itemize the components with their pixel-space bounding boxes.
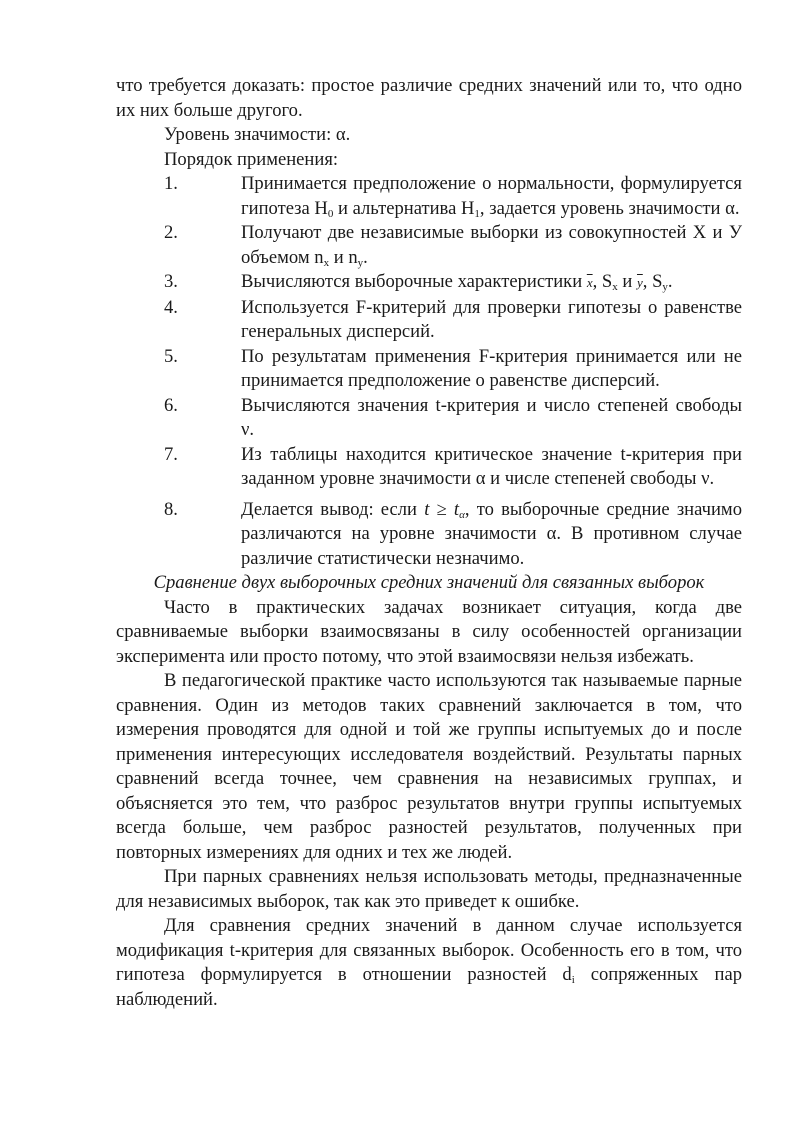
step-number: 6. — [164, 394, 178, 416]
step-number: 5. — [164, 345, 178, 367]
inequality-formula: t ≥ t — [424, 498, 460, 520]
significance-line: Уровень значимости: α. — [164, 124, 351, 145]
section-heading: Сравнение двух выборочных средних значений для связанных выборок — [153, 572, 705, 593]
paragraph-4: Для сравнения средних значений в данном случае используется модификация t-критерия для связанных выборок. Особенность его в том, что гипотеза формулируется в отношении разностей $d_i$ сопряженных пар наблюдений. — [116, 915, 742, 1010]
list-item: 1. Принимается предположение о нормальности, формулируется гипотеза $H_0$ и альтернатива $H_1$, задается уровень значимости α. — [164, 173, 742, 220]
step-number: 3. — [164, 271, 178, 292]
list-item: 4. Используется F-критерий для проверки гипотезы о равенстве генеральных дисперсий. — [164, 296, 742, 342]
document-page — [116, 74, 742, 1012]
x-mean-symbol: $\overline{x}$ — [586, 275, 593, 290]
paragraph-1: Часто в практических задачах возникает ситуация, когда две сравниваемые выборки взаимосвязаны в силу особенностей организации эксперимента или просто потому, что этой взаимосвязи нельзя избежать. — [116, 596, 742, 667]
y-mean-symbol: $\overline{y}$ — [636, 275, 643, 290]
procedure-steps — [116, 172, 742, 571]
step-number: 7. — [164, 443, 178, 465]
list-item: 6. Вычисляются значения t-критерия и число степеней свободы ν. — [164, 394, 742, 440]
intro-paragraph — [116, 74, 742, 123]
list-item: 7. Из таблицы находится критическое значение t-критерия при заданном уровне значимости α и числе степеней свободы ν. — [164, 443, 742, 489]
step-number: 4. — [164, 296, 178, 318]
paragraph-3: При парных сравнениях нельзя использовать методы, предназначенные для независимых выборок, так как это приведет к ошибке. — [116, 866, 742, 912]
list-item: 3. Вычисляются выборочные характеристики $\overline{x}$, $S_x$ и $\overline{y}$, $S_y$. — [164, 271, 673, 293]
list-item: 5. По результатам применения F-критерия принимается или не принимается предположение о равенстве дисперсий. — [164, 345, 742, 391]
list-item: 2. Получают две независимые выборки из совокупностей X и У объемом $n_x$ и $n_y$. — [164, 222, 742, 269]
intro-line-2: их них больше другого. — [116, 99, 303, 121]
step-number: 8. — [164, 498, 178, 520]
step-number: 2. — [164, 222, 178, 243]
paragraph-2: В педагогической практике часто используются так называемые парные сравнения. Один из методов таких сравнений заключается в том, что измерения проводятся для одной и той же группы испытуемых до и после применения интересующих исследователя воздействий. Результаты парных сравнений всегда точнее, чем сравнения на независимых группах, и объясняется это тем, что разброс результатов внутри группы испытуемых всегда больше, чем разброс разностей результатов, полученных при повторных измерениях для одних и тех же людей. — [116, 670, 742, 863]
order-title: Порядок применения: — [164, 148, 339, 170]
list-item: 8. Делается вывод: если $t \ge t_\alpha$, то выборочные средние значимо различаются на уровне значимости α. В противном случае различие статистически незначимо. — [164, 498, 742, 569]
step-number: 1. — [164, 173, 178, 194]
intro-line-1: что требуется доказать: простое различие средних значений или то, что одно — [116, 75, 742, 96]
